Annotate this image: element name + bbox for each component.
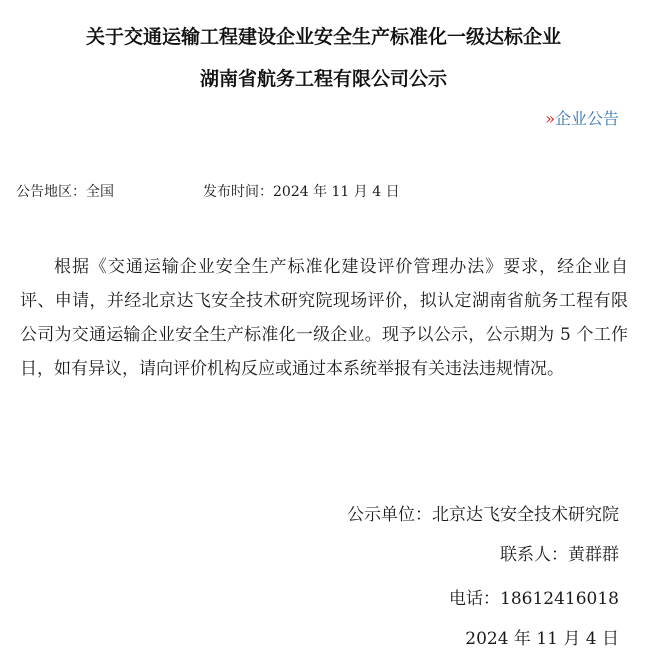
- category-breadcrumb: [545, 108, 619, 130]
- contact-label: 联系人：: [500, 545, 568, 565]
- announcement-body: 根据《交通运输企业安全生产标准化建设评价管理办法》要求，经企业自评、申请，并经北京达飞安全技术研究院现场评价，拟认定湖南省航务工程有限公司为交通运输企业安全生产标准化一级企业。现予以公示，公示期为 5 个工作日，如有异议，请向评价机构反应或通过本系统举报有关违法违规情况。: [20, 257, 628, 379]
- phone-label: 电话：: [449, 589, 501, 609]
- chevron-right-icon: »: [545, 109, 555, 128]
- region-label: 公告地区：: [16, 184, 86, 200]
- announcement-region: [16, 182, 114, 202]
- publisher-unit-label: 公示单位：: [347, 505, 432, 525]
- phone-value: 18612416018: [500, 589, 619, 609]
- contact-value: 黄群群: [568, 545, 619, 565]
- publish-date: [203, 182, 400, 202]
- page-title-line-2: 湖南省航务工程有限公司公示: [199, 68, 447, 90]
- publish-date-value: 2024 年 11 月 4 日: [273, 184, 400, 200]
- signature-date: 2024 年 11 月 4 日: [465, 629, 619, 649]
- contact-phone: [449, 587, 619, 611]
- contact-person: [500, 543, 619, 567]
- publisher-unit-value: 北京达飞安全技术研究院: [432, 505, 619, 525]
- category-link[interactable]: 企业公告: [554, 109, 619, 128]
- publisher-unit: [347, 503, 619, 527]
- publish-date-label: 发布时间：: [203, 184, 273, 200]
- region-value: 全国: [86, 184, 114, 200]
- page-title-line-1: 关于交通运输工程建设企业安全生产标准化一级达标企业: [85, 26, 561, 48]
